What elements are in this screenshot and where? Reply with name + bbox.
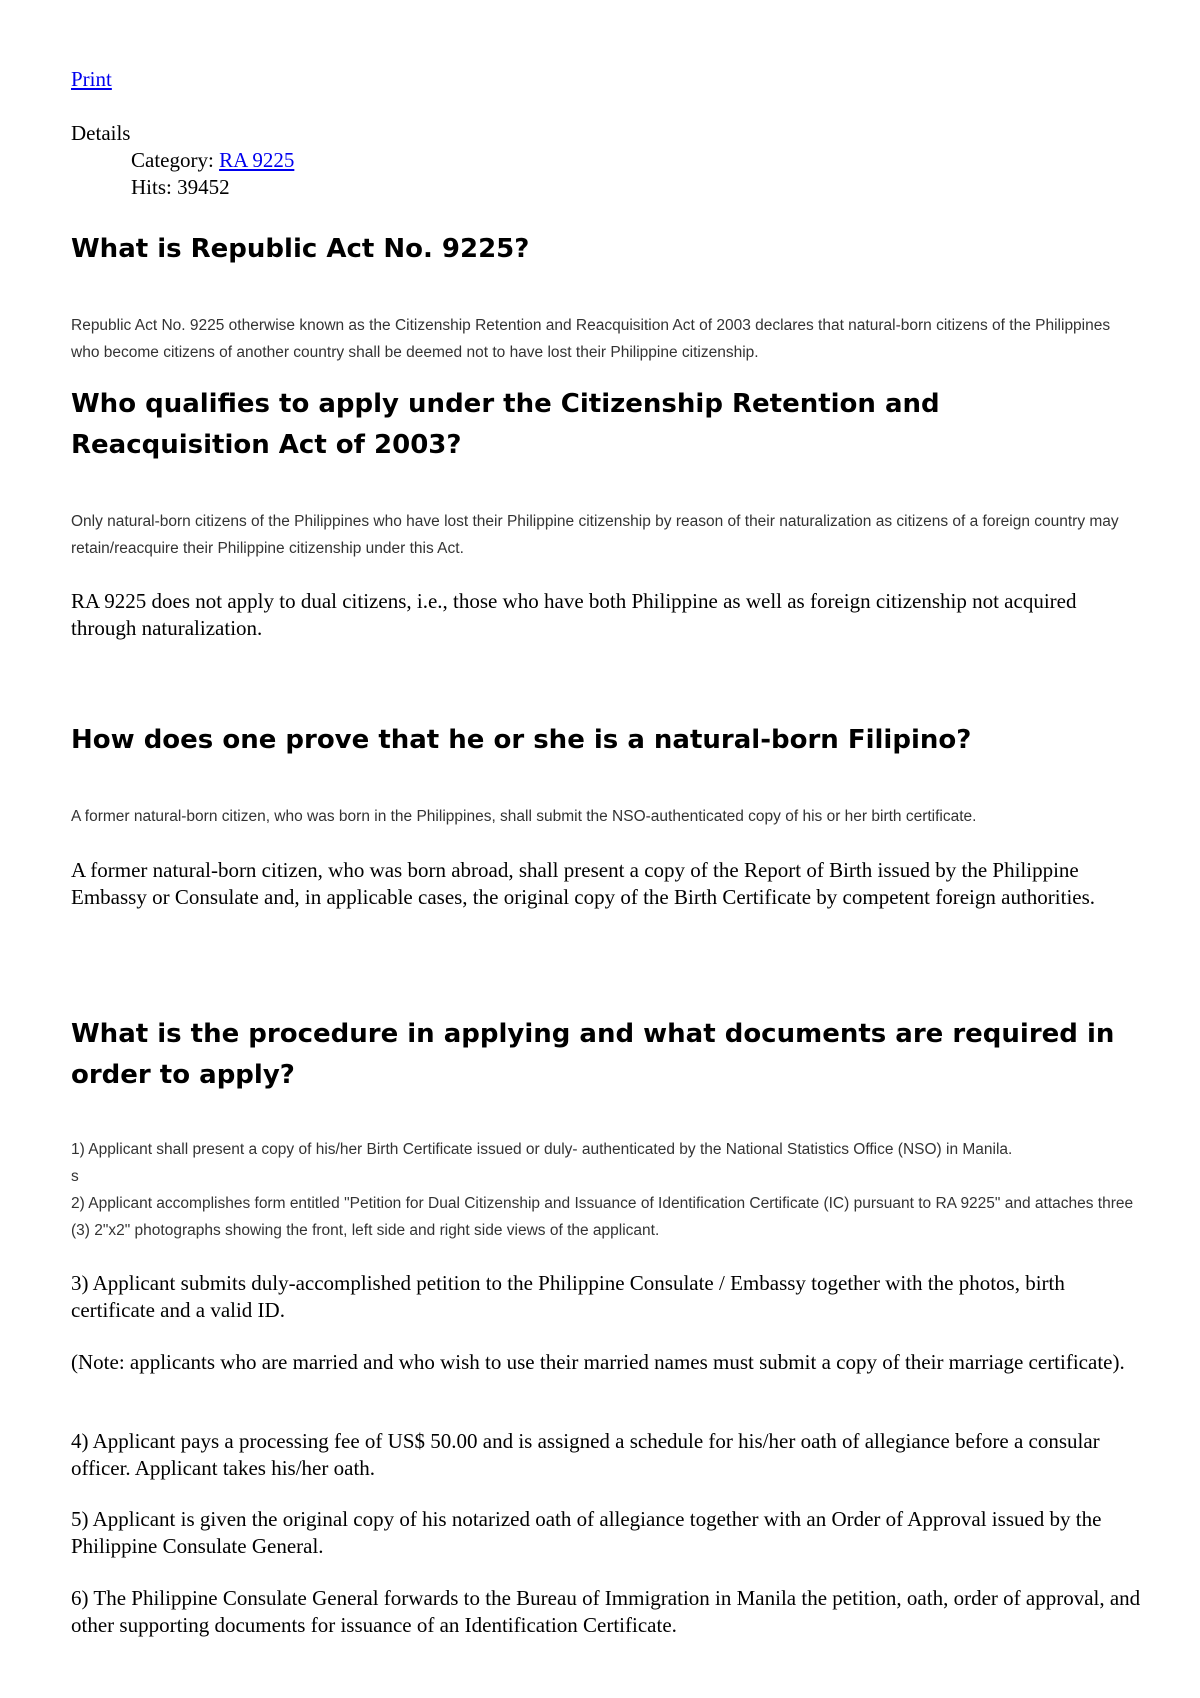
stray-character: s xyxy=(71,1168,79,1185)
print-link[interactable]: Print xyxy=(71,67,112,91)
paragraph-ra9225-definition: Republic Act No. 9225 otherwise known as the Citizenship Retention and Reacquisition Act of 2003 declares that natural-born citizens of the Philippines who become citizens of another country shall be deemed not to have lost their Philippine citizenship. xyxy=(71,317,1111,361)
category-link[interactable]: RA 9225 xyxy=(219,148,295,172)
category-label: Category: xyxy=(131,148,214,172)
procedure-step-2: 2) Applicant accomplishes form entitled "Petition for Dual Citizenship and Issuance of Identification Certificate (IC) pursuant to RA 9225" and attaches three (3) 2"x2" photographs showing the front, left side and right side views of the applicant. xyxy=(71,1195,1134,1239)
category-row xyxy=(71,147,1200,174)
heading-who-qualifies: Who qualifies to apply under the Citizenship Retention and Reacquisition Act of 2003? xyxy=(71,389,940,460)
hits-value: 39452 xyxy=(177,175,230,199)
heading-prove-natural-born: How does one prove that he or she is a natural-born Filipino? xyxy=(71,725,972,755)
procedure-note: (Note: applicants who are married and who wish to use their married names must submit a copy of their marriage certificate). xyxy=(71,1350,1125,1374)
hits-label: Hits: xyxy=(131,175,172,199)
print-row xyxy=(71,66,1141,93)
procedure-step-5: 5) Applicant is given the original copy of his notarized oath of allegiance together with an Order of Approval issued by the Philippine Consulate General. xyxy=(71,1507,1102,1558)
paragraph-born-abroad: A former natural-born citizen, who was born abroad, shall present a copy of the Report of Birth issued by the Philippine Embassy or Consulate and, in applicable cases, the original copy of the Birth Certificate by competent foreign authorities. xyxy=(71,858,1096,909)
procedure-step-4: 4) Applicant pays a processing fee of US$ 50.00 and is assigned a schedule for his/her oath of allegiance before a consular officer. Applicant takes his/her oath. xyxy=(71,1429,1100,1480)
heading-procedure: What is the procedure in applying and what documents are required in order to apply? xyxy=(71,1019,1115,1090)
paragraph-dual-citizens: RA 9225 does not apply to dual citizens, i.e., those who have both Philippine as well as foreign citizenship not acquired through naturalization. xyxy=(71,589,1077,640)
paragraph-qualification: Only natural-born citizens of the Philippines who have lost their Philippine citizenship by reason of their naturalization as citizens of a foreign country may retain/reacquire their Philippine citizenship under this Act. xyxy=(71,513,1119,557)
procedure-step-1: 1) Applicant shall present a copy of his/her Birth Certificate issued or duly- authenticated by the National Statistics Office (NSO) in Manila. xyxy=(71,1141,1013,1158)
procedure-step-3: 3) Applicant submits duly-accomplished petition to the Philippine Consulate / Embassy together with the photos, birth certificate and a valid ID. xyxy=(71,1271,1065,1322)
paragraph-born-in-philippines: A former natural-born citizen, who was born in the Philippines, shall submit the NSO-authenticated copy of his or her birth certificate. xyxy=(71,808,977,825)
hits-row xyxy=(71,174,1200,201)
procedure-step-6: 6) The Philippine Consulate General forwards to the Bureau of Immigration in Manila the petition, oath, order of approval, and other supporting documents for issuance of an Identification Certificate. xyxy=(71,1586,1141,1637)
details-label: Details xyxy=(71,121,131,145)
heading-what-is-ra9225: What is Republic Act No. 9225? xyxy=(71,234,530,264)
